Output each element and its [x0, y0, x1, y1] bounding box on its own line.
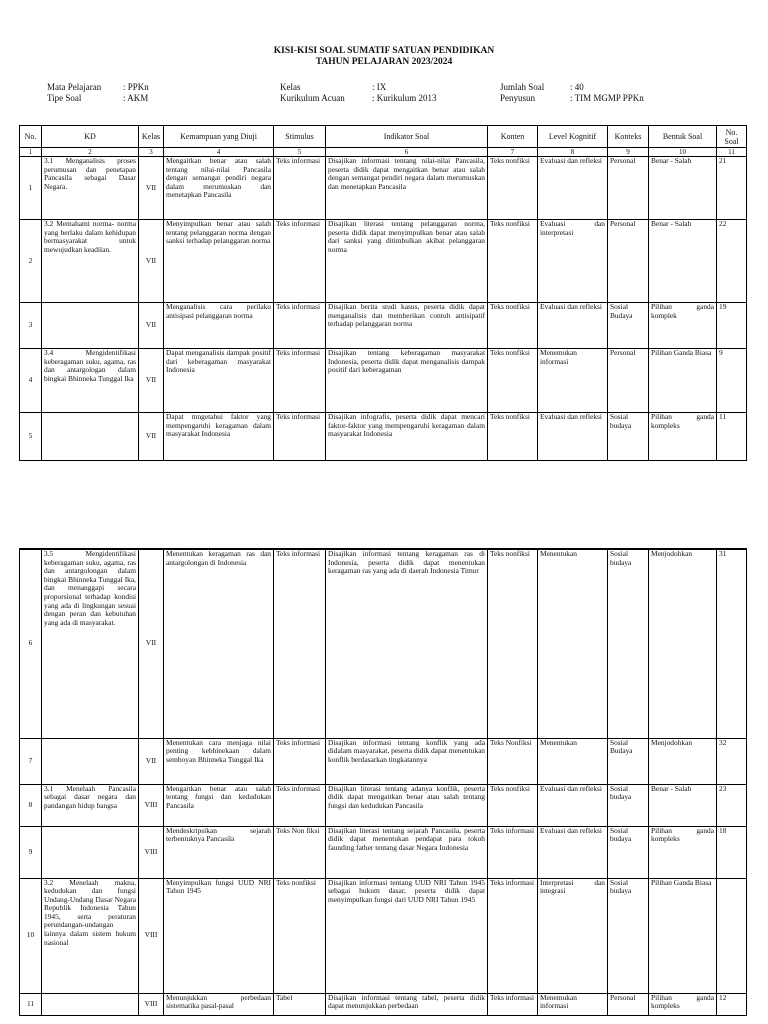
kemampuan-cell: Mendeskripsikan sejarah terbentuknya Pancasila	[164, 826, 274, 878]
row-number: 4	[20, 349, 42, 413]
table-row	[20, 303, 747, 349]
kd-cell: 3.2 Menelaah makna, kedudukan dan fungsi Undang-Undang Dasar Negara Republik Indonesia Tahun 1945, serta peraturan perundangan-undangan lainnya dalam sistem hukum nasional	[42, 878, 139, 993]
bentuk-cell: Benar - Salah	[649, 784, 717, 826]
kelas-cell: VIII	[139, 878, 164, 993]
kemampuan-cell: Dapat menganalisis dampak positif dari keberagaman masyarakat Indonesia	[164, 349, 274, 413]
bentuk-cell: Pilihan ganda komplek	[649, 303, 717, 349]
level-cell: Evaluasi dan refleksi	[538, 784, 608, 826]
konteks-cell: Sosial Budaya	[608, 738, 649, 784]
stimulus-cell: Teks informasi	[274, 738, 326, 784]
kelas-cell: VII	[139, 303, 164, 349]
kd-cell: 3.1 Menelaah Pancasila sebagai dasar negara dan pandangan hidup bangsa	[42, 784, 139, 826]
konten-cell: Teks nonfiksi	[488, 784, 538, 826]
col-header-indikator: Indikator Soal	[326, 126, 488, 148]
stimulus-cell: Teks informasi	[274, 784, 326, 826]
bentuk-cell: Pilihan ganda kompleks	[649, 413, 717, 461]
kelas-cell: VIII	[139, 826, 164, 878]
row-number: 6	[20, 549, 42, 738]
table-row	[20, 220, 747, 303]
column-number: 11	[717, 148, 747, 157]
konteks-cell: Personal	[608, 157, 649, 220]
meta-value-penyusun: : TIM MGMP PPKn	[570, 93, 644, 103]
row-number: 2	[20, 220, 42, 303]
level-cell: Evaluasi dan refleksi	[538, 413, 608, 461]
row-number: 10	[20, 878, 42, 993]
konteks-cell: Sosial budaya	[608, 878, 649, 993]
document-subtitle: TAHUN PELAJARAN 2023/2024	[315, 57, 453, 67]
kd-cell: 3.1 Menganalisis proses perumusan dan penetapan Pancasila sebagai Dasar Negara.	[42, 157, 139, 220]
nosoal-cell: 32	[717, 738, 747, 784]
nosoal-cell: 19	[717, 303, 747, 349]
kemampuan-cell: Menentukan cara menjaga nilai penting kebhinekaan dalam semboyan Bhinneka Tunggal Ika	[164, 738, 274, 784]
table-row	[20, 157, 747, 220]
column-number: 1	[20, 148, 42, 157]
kelas-cell: VII	[139, 157, 164, 220]
konteks-cell: Personal	[608, 220, 649, 303]
meta-value-tipe: : AKM	[123, 93, 149, 103]
nosoal-cell: 31	[717, 549, 747, 738]
stimulus-cell: Teks informasi	[274, 303, 326, 349]
konten-cell: Teks informasi	[488, 878, 538, 993]
row-number: 11	[20, 993, 42, 1015]
konteks-cell: Personal	[608, 349, 649, 413]
kd-cell: 3.4 Mengidentifikasi keberagaman suku, agama, ras dan antargologan dalam bingkai Bhinneka Tunggal Ika	[42, 349, 139, 413]
kemampuan-cell: Menyimpulkan benar atau salah tentang pelanggaran norma dengan sanksi terhadap pelanggaran norma	[164, 220, 274, 303]
table-body-2	[20, 549, 747, 1015]
indikator-cell: Disajikan informasi tentang keragaman ras di Indonesia, peserta didik dapat menentukan keragaman ras yang ada di daerah Indonesia Timur	[326, 549, 488, 738]
table-row	[20, 993, 747, 1015]
column-number: 6	[326, 148, 488, 157]
kemampuan-cell: Menganalisis cara perilaku antisipasi pelanggaran norma	[164, 303, 274, 349]
kelas-cell: VII	[139, 220, 164, 303]
column-number: 5	[274, 148, 326, 157]
table-body-1	[20, 157, 747, 461]
indikator-cell: Disajikan literasi tentang adanya konflik, peserta didik dapat mengaitkan benar atau salah tentang fungsi dan kedudukan Pancasila	[326, 784, 488, 826]
level-cell: Menentukan	[538, 738, 608, 784]
kelas-cell: VII	[139, 549, 164, 738]
bentuk-cell: Pilihan Ganda Biasa	[649, 878, 717, 993]
document-title: KISI-KISI SOAL SUMATIF SATUAN PENDIDIKAN	[273, 46, 495, 56]
konteks-cell: Sosial Budaya	[608, 303, 649, 349]
stimulus-cell: Teks informasi	[274, 413, 326, 461]
level-cell: Evaluasi dan refleksi	[538, 157, 608, 220]
level-cell: Evaluasi dan refleksi	[538, 826, 608, 878]
table-row	[20, 549, 747, 738]
row-number: 7	[20, 738, 42, 784]
nosoal-cell: 22	[717, 220, 747, 303]
meta-label-penyusun: Penyusun	[500, 93, 536, 103]
kd-cell: 3.5 Mengidentifikasi keberagaman suku, agama, ras dan antargolongan dalam bingkai Bhinneka Tunggal Ika, dan menanggapi secara proporsional terhadap kondisi yang ada di lingkungan sesuai dengan peran dan kebutuhan yang ada di masyarakat.	[42, 549, 139, 738]
col-header-stimulus: Stimulus	[274, 126, 326, 148]
table-row	[20, 826, 747, 878]
kd-cell	[42, 738, 139, 784]
konten-cell: Teks Nonfiksi	[488, 738, 538, 784]
column-number: 7	[488, 148, 538, 157]
column-number: 2	[42, 148, 139, 157]
nosoal-cell: 21	[717, 157, 747, 220]
table-row	[20, 878, 747, 993]
kemampuan-cell: Mengaitkan benar atau salah tentang fungsi dan kedudukan Pancasila	[164, 784, 274, 826]
nosoal-cell: 12	[717, 993, 747, 1015]
konten-cell: Teks nonfiksi	[488, 220, 538, 303]
konten-cell: Teks nonfiksi	[488, 549, 538, 738]
table-row	[20, 784, 747, 826]
meta-value-jumlah: : 40	[570, 82, 584, 92]
konteks-cell: Sosial budaya	[608, 413, 649, 461]
col-header-kemampuan: Kemampuan yang Diuji	[164, 126, 274, 148]
nosoal-cell	[717, 878, 747, 993]
row-number: 5	[20, 413, 42, 461]
column-number: 9	[608, 148, 649, 157]
level-cell: Interpretasi dan integrasi	[538, 878, 608, 993]
indikator-cell: Disajikan berita studi kasus, peserta didik dapat menganalisis dan memberikan contoh antisipatif terhadap pelanggaran norma	[326, 303, 488, 349]
stimulus-cell: Teks informasi	[274, 157, 326, 220]
konten-cell: Teks nonfiksi	[488, 349, 538, 413]
table-row	[20, 349, 747, 413]
kelas-cell: VIII	[139, 993, 164, 1015]
kemampuan-cell: Menyimpulkan fungsi UUD NRI Tahun 1945	[164, 878, 274, 993]
column-number: 10	[649, 148, 717, 157]
nosoal-cell: 9	[717, 349, 747, 413]
table-row	[20, 413, 747, 461]
row-number: 1	[20, 157, 42, 220]
konteks-cell: Sosial budaya	[608, 826, 649, 878]
konten-cell: Teks nonfiksi	[488, 413, 538, 461]
meta-label-jumlah: Jumlah Soal	[500, 82, 545, 92]
bentuk-cell: Menjodohkan	[649, 549, 717, 738]
stimulus-cell: Teks nonfiksi	[274, 878, 326, 993]
kisi-kisi-table-2	[19, 548, 747, 1016]
col-header-no: No.	[20, 126, 42, 148]
level-cell: Evaluasi dan refleksi	[538, 303, 608, 349]
column-number: 4	[164, 148, 274, 157]
row-number: 3	[20, 303, 42, 349]
indikator-cell: Disajikan informasi tentang nilai-nilai Pancasila, peserta didik dapat mengaitkan benar atau salah dengan semangat pendiri negara dalam merumuskan dan menetapkan Pancasila	[326, 157, 488, 220]
kelas-cell: VII	[139, 413, 164, 461]
indikator-cell: Disajikan informasi tentang konflik yang ada didalam masyarakat, peserta didik dapat menentukan konflik berdasarkan tingkatannya	[326, 738, 488, 784]
col-header-kelas: Kelas	[139, 126, 164, 148]
stimulus-cell: Teks informasi	[274, 349, 326, 413]
level-cell: Evaluasi dan interpretasi	[538, 220, 608, 303]
stimulus-cell: Teks informasi	[274, 549, 326, 738]
kd-cell	[42, 413, 139, 461]
col-header-kd: KD	[42, 126, 139, 148]
indikator-cell: Disajikan literasi tentang pelanggaran norma, peserta didik dapat menyimpulkan benar atau salah dari sanksi yang ditimbulkan akibat pelanggaran norma	[326, 220, 488, 303]
kd-cell	[42, 303, 139, 349]
level-cell: Menemukan informasi	[538, 349, 608, 413]
meta-label-tipe: Tipe Soal	[47, 93, 82, 103]
level-cell: Menentukan	[538, 549, 608, 738]
col-header-level: Level Kognitif	[538, 126, 608, 148]
bentuk-cell: Benar - Salah	[649, 157, 717, 220]
stimulus-cell: Teks Non fiksi	[274, 826, 326, 878]
bentuk-cell: Pilihan Ganda Biasa	[649, 349, 717, 413]
konten-cell: Teks informasi	[488, 993, 538, 1015]
nosoal-cell: 18	[717, 826, 747, 878]
konteks-cell: Sosial budaya	[608, 784, 649, 826]
konten-cell: Teks nonfiksi	[488, 157, 538, 220]
column-number-row	[20, 148, 747, 157]
konteks-cell: Personal	[608, 993, 649, 1015]
kd-cell: 3.2 Memahami norma- norma yang berlaku dalam kehidupan bermasyarakat untuk mewujudkan keadilan.	[42, 220, 139, 303]
nosoal-cell: 11	[717, 413, 747, 461]
kemampuan-cell: Dapat mngetahui faktor yang mempengaruhi keragaman dalam masyarakat Indonesia	[164, 413, 274, 461]
meta-label-kurikulum: Kurikulum Acuan	[280, 93, 345, 103]
konteks-cell: Sosial budaya	[608, 549, 649, 738]
table-row	[20, 738, 747, 784]
meta-value-kurikulum: : Kurikulum 2013	[372, 93, 437, 103]
nosoal-cell: 23	[717, 784, 747, 826]
row-number: 8	[20, 784, 42, 826]
kelas-cell: VIII	[139, 784, 164, 826]
col-header-konten: Konten	[488, 126, 538, 148]
stimulus-cell: Tabel	[274, 993, 326, 1015]
indikator-cell: Disajikan informasi tentang UUD NRI Tahun 1945 sebagai hukum dasar, peserta didik dapat menyimpulkan fungsi dari UUD NRI Tahun 1945	[326, 878, 488, 993]
level-cell: Menemukan informasi	[538, 993, 608, 1015]
col-header-konteks: Konteks	[608, 126, 649, 148]
col-header-nosoal: No. Soal	[717, 126, 747, 148]
indikator-cell: Disajikan infografis, peserta didik dapat mencari faktor-faktor yang mempengaruhi keragaman dalam masyarakat Indonesia	[326, 413, 488, 461]
kelas-cell: VII	[139, 738, 164, 784]
meta-label-kelas: Kelas	[280, 82, 301, 92]
indikator-cell: Disajikan literasi tentang sejarah Pancasila, peserta didik dapat menentukan pendapat para tokoh faunding father tentang dasar Negara Indonesia	[326, 826, 488, 878]
bentuk-cell: Menjodohkan	[649, 738, 717, 784]
row-number: 9	[20, 826, 42, 878]
kisi-kisi-table-1	[19, 125, 747, 461]
meta-value-kelas: : IX	[372, 82, 387, 92]
indikator-cell: Disajikan informasi tentang tabel, peserta didik dapat menunjukkan perbedaan	[326, 993, 488, 1015]
kemampuan-cell: Menentukan keragaman ras dan antargolongan di Indonesia	[164, 549, 274, 738]
bentuk-cell: Benar - Salah	[649, 220, 717, 303]
konten-cell: Teks nonfiksi	[488, 303, 538, 349]
kemampuan-cell: Mengaitkan benar atau salah tentang nilai-nilai Pancasila dengan semangat pendiri negara dalam merumuskan dan menetapkan Pancasila	[164, 157, 274, 220]
meta-value-mapel: : PPKn	[123, 82, 149, 92]
stimulus-cell: Teks informasi	[274, 220, 326, 303]
bentuk-cell: Pilihan ganda kompleks	[649, 993, 717, 1015]
konten-cell: Teks informasi	[488, 826, 538, 878]
col-header-bentuk: Bentuk Soal	[649, 126, 717, 148]
kd-cell	[42, 993, 139, 1015]
meta-label-mapel: Mata Pelajaran	[47, 82, 102, 92]
kelas-cell: VII	[139, 349, 164, 413]
column-number: 3	[139, 148, 164, 157]
table-header-row	[20, 126, 747, 148]
kd-cell	[42, 826, 139, 878]
indikator-cell: Disajikan tentang keberagaman masyarakat Indonesia, peserta didik dapat menganalisis dampak positif dari keberagaman	[326, 349, 488, 413]
kemampuan-cell: Menunjukkan perbedaan sistematika pasal-pasal	[164, 993, 274, 1015]
bentuk-cell: Pilihan ganda kompleks	[649, 826, 717, 878]
column-number: 8	[538, 148, 608, 157]
